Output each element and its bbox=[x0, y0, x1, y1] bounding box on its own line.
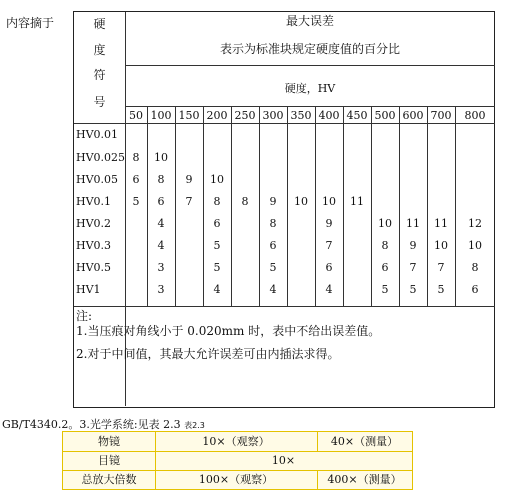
optics-cell: 10×（观察） bbox=[202, 435, 270, 448]
error-value-cell: 6 bbox=[132, 173, 140, 186]
hv-column-header: 100 bbox=[150, 109, 172, 122]
header-divider bbox=[125, 65, 495, 66]
hv-column-header: 150 bbox=[178, 109, 200, 122]
columns-bottom-divider bbox=[74, 123, 495, 124]
note-line-2: 2.对于中间值，其最大允许误差可由内插法求得。 bbox=[76, 347, 340, 361]
notes-divider bbox=[74, 306, 495, 307]
hv-column-divider bbox=[455, 106, 456, 306]
error-value-cell: 10 bbox=[154, 151, 168, 164]
error-value-cell: 10 bbox=[322, 195, 336, 208]
error-value-cell: 8 bbox=[381, 239, 389, 252]
error-value-cell: 9 bbox=[269, 195, 277, 208]
hv-column-header: 200 bbox=[206, 109, 228, 122]
notes-title: 注: bbox=[76, 309, 93, 323]
error-value-cell: 6 bbox=[325, 261, 333, 274]
error-value-cell: 10 bbox=[294, 195, 308, 208]
error-value-cell: 7 bbox=[409, 261, 417, 274]
source-label: 内容摘于 bbox=[6, 16, 55, 30]
hv-column-divider bbox=[371, 106, 372, 306]
max-error-title: 最大误差 bbox=[285, 14, 334, 28]
optics-cell: 100×（观察） bbox=[198, 473, 274, 486]
error-value-cell: 6 bbox=[213, 217, 221, 230]
error-value-cell: 7 bbox=[437, 261, 445, 274]
note-line-1: 1.当压痕对角线小于 0.020mm 时，表中不给出误差值。 bbox=[76, 324, 381, 338]
error-value-cell: 10 bbox=[434, 239, 448, 252]
optics-table bbox=[62, 431, 413, 490]
error-value-cell: 3 bbox=[157, 261, 165, 274]
hv-column-divider bbox=[427, 106, 428, 306]
optics-cell: 10× bbox=[271, 454, 296, 467]
symbol-header-char: 号 bbox=[93, 95, 106, 109]
error-value-cell: 5 bbox=[132, 195, 140, 208]
error-value-cell: 4 bbox=[213, 283, 221, 296]
error-value-cell: 8 bbox=[132, 151, 140, 164]
error-value-cell: 3 bbox=[157, 283, 165, 296]
hv-column-header: 600 bbox=[402, 109, 424, 122]
error-value-cell: 11 bbox=[350, 195, 364, 208]
error-value-cell: 7 bbox=[185, 195, 193, 208]
error-value-cell: 4 bbox=[269, 283, 277, 296]
error-value-cell: 8 bbox=[157, 173, 165, 186]
max-error-table bbox=[73, 11, 495, 408]
error-value-cell: 6 bbox=[269, 239, 277, 252]
error-value-cell: 4 bbox=[157, 217, 165, 230]
error-value-cell: 5 bbox=[269, 261, 277, 274]
error-value-cell: 7 bbox=[325, 239, 333, 252]
error-value-cell: 5 bbox=[213, 239, 221, 252]
optics-cell: 物镜 bbox=[98, 435, 120, 448]
hardness-symbol: HV0.5 bbox=[76, 261, 112, 274]
unit-divider bbox=[125, 106, 495, 107]
error-value-cell: 11 bbox=[434, 217, 448, 230]
symbol-header-char: 符 bbox=[93, 68, 106, 82]
hv-column-header: 250 bbox=[234, 109, 256, 122]
error-value-cell: 5 bbox=[213, 261, 221, 274]
symbol-header-char: 度 bbox=[93, 43, 106, 57]
error-value-cell: 5 bbox=[409, 283, 417, 296]
error-value-cell: 4 bbox=[157, 239, 165, 252]
hardness-symbol: HV1 bbox=[76, 283, 101, 296]
hardness-symbol: HV0.2 bbox=[76, 217, 112, 230]
hv-column-header: 500 bbox=[374, 109, 396, 122]
hv-column-header: 700 bbox=[430, 109, 452, 122]
error-value-cell: 4 bbox=[325, 283, 333, 296]
error-value-cell: 9 bbox=[325, 217, 333, 230]
error-value-cell: 8 bbox=[269, 217, 277, 230]
hardness-symbol: HV0.05 bbox=[76, 173, 119, 186]
section-caption-small: 表2.3 bbox=[184, 421, 205, 430]
optics-row-divider bbox=[63, 451, 412, 452]
hv-column-header: 300 bbox=[262, 109, 284, 122]
hv-column-header: 400 bbox=[318, 109, 340, 122]
hardness-symbol: HV0.025 bbox=[76, 151, 126, 164]
optics-cell: 目镜 bbox=[98, 454, 120, 467]
error-value-cell: 11 bbox=[406, 217, 420, 230]
section-caption-text: GB/T4340.2。3.光学系统:见表 2.3 bbox=[2, 418, 181, 431]
error-value-cell: 5 bbox=[381, 283, 389, 296]
error-value-cell: 8 bbox=[213, 195, 221, 208]
error-value-cell: 10 bbox=[468, 239, 482, 252]
optics-row-divider bbox=[63, 470, 412, 471]
hardness-unit-label: 硬度，HV bbox=[284, 82, 336, 95]
error-value-cell: 5 bbox=[437, 283, 445, 296]
optics-cell: 40×（测量） bbox=[330, 435, 399, 448]
error-value-cell: 6 bbox=[471, 283, 479, 296]
section-caption bbox=[2, 418, 205, 432]
hv-column-header: 50 bbox=[129, 109, 143, 122]
error-value-cell: 8 bbox=[471, 261, 479, 274]
error-value-cell: 9 bbox=[409, 239, 417, 252]
hardness-symbol: HV0.01 bbox=[76, 128, 119, 141]
error-value-cell: 12 bbox=[468, 217, 482, 230]
error-value-cell: 9 bbox=[185, 173, 193, 186]
hardness-symbol: HV0.1 bbox=[76, 195, 112, 208]
hv-column-header: 350 bbox=[290, 109, 312, 122]
error-value-cell: 8 bbox=[241, 195, 249, 208]
hv-column-header: 800 bbox=[464, 109, 486, 122]
hardness-symbol: HV0.3 bbox=[76, 239, 112, 252]
hv-column-header: 450 bbox=[346, 109, 368, 122]
error-value-cell: 6 bbox=[157, 195, 165, 208]
max-error-subtitle: 表示为标准块规定硬度值的百分比 bbox=[219, 42, 400, 56]
optics-cell: 总放大倍数 bbox=[81, 473, 137, 486]
error-value-cell: 6 bbox=[381, 261, 389, 274]
symbol-header-char: 硬 bbox=[93, 17, 106, 31]
hv-column-divider bbox=[399, 106, 400, 306]
optics-cell: 400×（测量） bbox=[327, 473, 402, 486]
error-value-cell: 10 bbox=[378, 217, 392, 230]
error-value-cell: 10 bbox=[210, 173, 224, 186]
